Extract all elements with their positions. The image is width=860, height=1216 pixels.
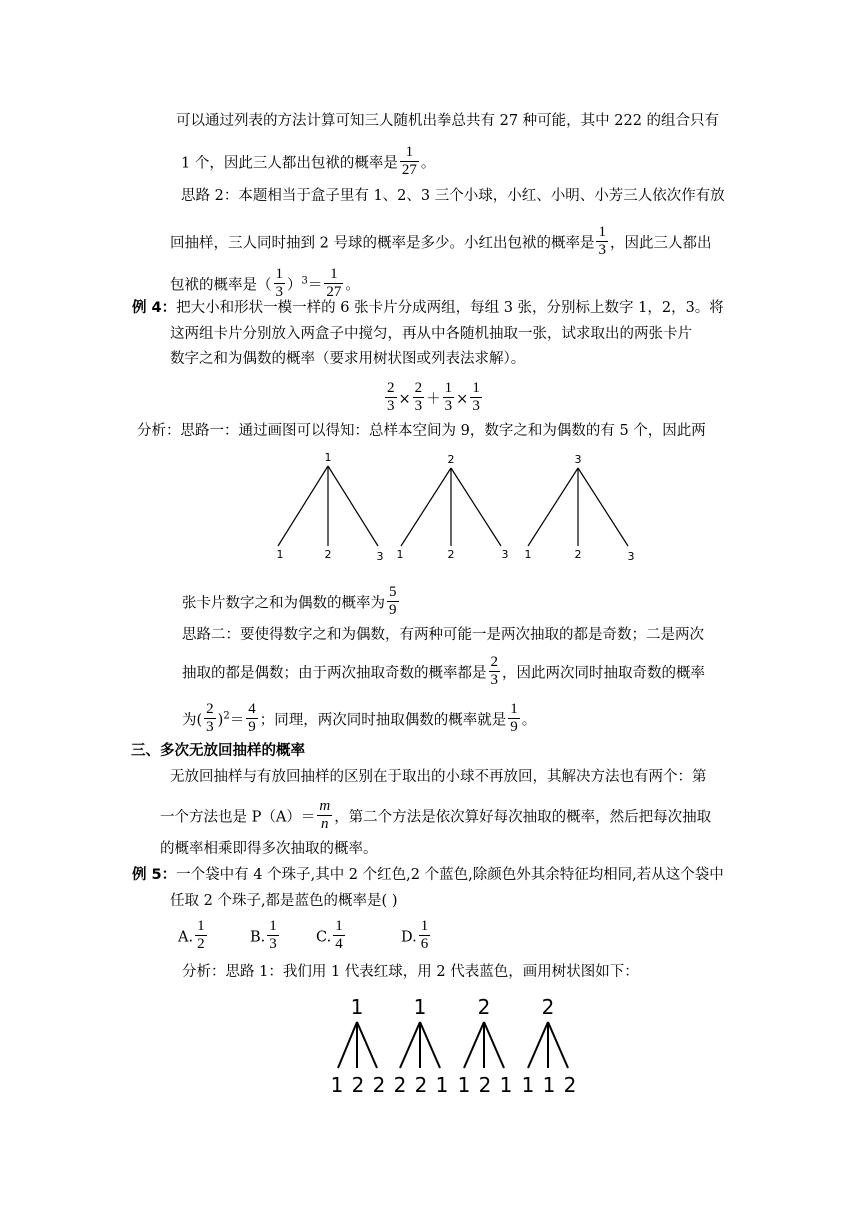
tree-leaf: 1 (542, 1073, 556, 1097)
tree-leaf: 2 (324, 548, 332, 561)
example-4-line: 数字之和为偶数的概率（要求用树状图或列表法求解）。 (170, 351, 526, 367)
paragraph-line: 的概率相乘即得多次抽取的概率。 (160, 841, 378, 857)
fraction: $\frac{1}{27}$ (326, 266, 342, 300)
analysis-line: 分析：思路 1：我们用 1 代表红球，用 2 代表蓝色，画用树状图如下： (182, 964, 639, 980)
example-label: 例 4： (132, 300, 177, 316)
example-5-line: 例 5：一个袋中有 4 个珠子,其中 2 个红色,2 个蓝色,除颜色外其余特征均相同,若从这个袋中 (132, 867, 724, 883)
paragraph-line: 回抽样，三人同时抽到 2 号球的概率是多少。小红出包袱的概率是 $\frac{1}{3}$ ，因此三人都出 (170, 224, 712, 258)
paragraph-line: 抽取的都是偶数；由于两次抽取奇数的概率都是 $\frac{2}{3}$ ，因此两次同时抽取奇数的概率 (182, 654, 705, 688)
fraction: $\frac{m}{n}$ (319, 798, 331, 832)
tree-leaf: 1 (396, 548, 404, 561)
result-line: 张卡片数字之和为偶数的概率为 $\frac{5}{9}$ (182, 584, 397, 618)
option-d[interactable]: D. $\frac{1}{6}$ (401, 918, 429, 952)
tree-leaf: 3 (376, 550, 384, 563)
option-a[interactable]: A. $\frac{1}{2}$ (178, 918, 205, 952)
section-heading: 三、多次无放回抽样的概率 (131, 743, 305, 759)
tree-root: 1 (413, 995, 427, 1019)
fraction: $\frac{5}{9}$ (389, 584, 397, 618)
formula: $\frac{2}{3}$ × $\frac{2}{3}$ ＋ $\frac{1}{3}$ × $\frac{1}{3}$ (387, 380, 480, 414)
tree-leaf: 1 (457, 1073, 471, 1097)
paragraph-line: 1 个，因此三人都出包袱的概率是 $\frac{1}{27}$ 。 (181, 144, 436, 178)
example-4-line: 这两组卡片分别放入两盒子中搅匀，再从中各随机抽取一张，试求取出的两张卡片 (170, 326, 692, 342)
tree-leaf: 2 (447, 548, 455, 561)
tree-root: 3 (574, 453, 582, 466)
tree-leaf: 2 (351, 1073, 365, 1097)
option-c[interactable]: C. $\frac{1}{4}$ (316, 918, 343, 952)
paragraph-line: 为( $\frac{2}{3}$ )$^2$＝ $\frac{4}{9}$ ；同理，两次同时抽取偶数的概率就是 $\frac{1}{9}$ 。 (182, 701, 537, 735)
paragraph-line: 可以通过列表的方法计算可知三人随机出拳总共有 27 种可能，其中 222 的组合只有 (176, 113, 720, 129)
tree-leaf: 2 (372, 1073, 386, 1097)
tree-leaf: 2 (563, 1073, 577, 1097)
tree-leaf: 2 (574, 548, 582, 561)
fraction: $\frac{1}{27}$ (401, 144, 417, 178)
tree-leaf: 1 (276, 548, 284, 561)
tree-leaf: 1 (521, 1073, 535, 1097)
paragraph-line: 无放回抽样与有放回抽样的区别在于取出的小球不再放回，其解决方法也有两个：第 (170, 769, 707, 785)
fraction: $\frac{2}{3}$ (490, 654, 498, 688)
tree-leaf: 2 (478, 1073, 492, 1097)
tree-root: 2 (477, 995, 491, 1019)
tree-diagram-ex4 (270, 448, 670, 566)
paragraph-line: 一个方法也是 P（A）＝ $\frac{m}{n}$ ，第二个方法是依次算好每次抽取的概率，然后把每次抽取 (160, 798, 712, 832)
tree-leaf: 1 (330, 1073, 344, 1097)
tree-leaf: 3 (501, 548, 509, 561)
example-label: 例 5： (132, 867, 177, 883)
tree-diagram-ex5 (325, 992, 585, 1100)
tree-root: 1 (350, 995, 364, 1019)
tree-root: 1 (324, 451, 332, 464)
option-b[interactable]: B. $\frac{1}{3}$ (250, 918, 277, 952)
example-4-line: 例 4：把大小和形状一模一样的 6 张卡片分成两组，每组 3 张，分别标上数字 1，2，3。将 (132, 300, 724, 316)
analysis-line: 分析：思路一：通过画图可以得知：总样本空间为 9，数字之和为偶数的有 5 个，因此两 (137, 423, 706, 439)
example-5-line: 任取 2 个珠子,都是蓝色的概率是( ) (170, 893, 398, 909)
tree-leaf: 1 (435, 1073, 449, 1097)
paragraph-line: 包袱的概率是（ $\frac{1}{3}$ ）$^3$＝ $\frac{1}{27}$ 。 (170, 266, 360, 300)
tree-leaf: 3 (627, 550, 635, 563)
paragraph-line: 思路二：要使得数字之和为偶数，有两种可能一是两次抽取的都是奇数；二是两次 (182, 627, 704, 643)
tree-root: 2 (447, 453, 455, 466)
tree-leaf: 2 (414, 1073, 428, 1097)
tree-leaf: 2 (393, 1073, 407, 1097)
fraction: $\frac{1}{3}$ (598, 224, 606, 258)
tree-root: 2 (541, 995, 555, 1019)
fraction: $\frac{1}{3}$ (275, 266, 283, 300)
tree-leaf: 1 (524, 548, 532, 561)
paragraph-line: 思路 2：本题相当于盒子里有 1、2、3 三个小球，小红、小明、小芳三人依次作有放 (181, 188, 725, 204)
tree-leaf: 1 (499, 1073, 513, 1097)
